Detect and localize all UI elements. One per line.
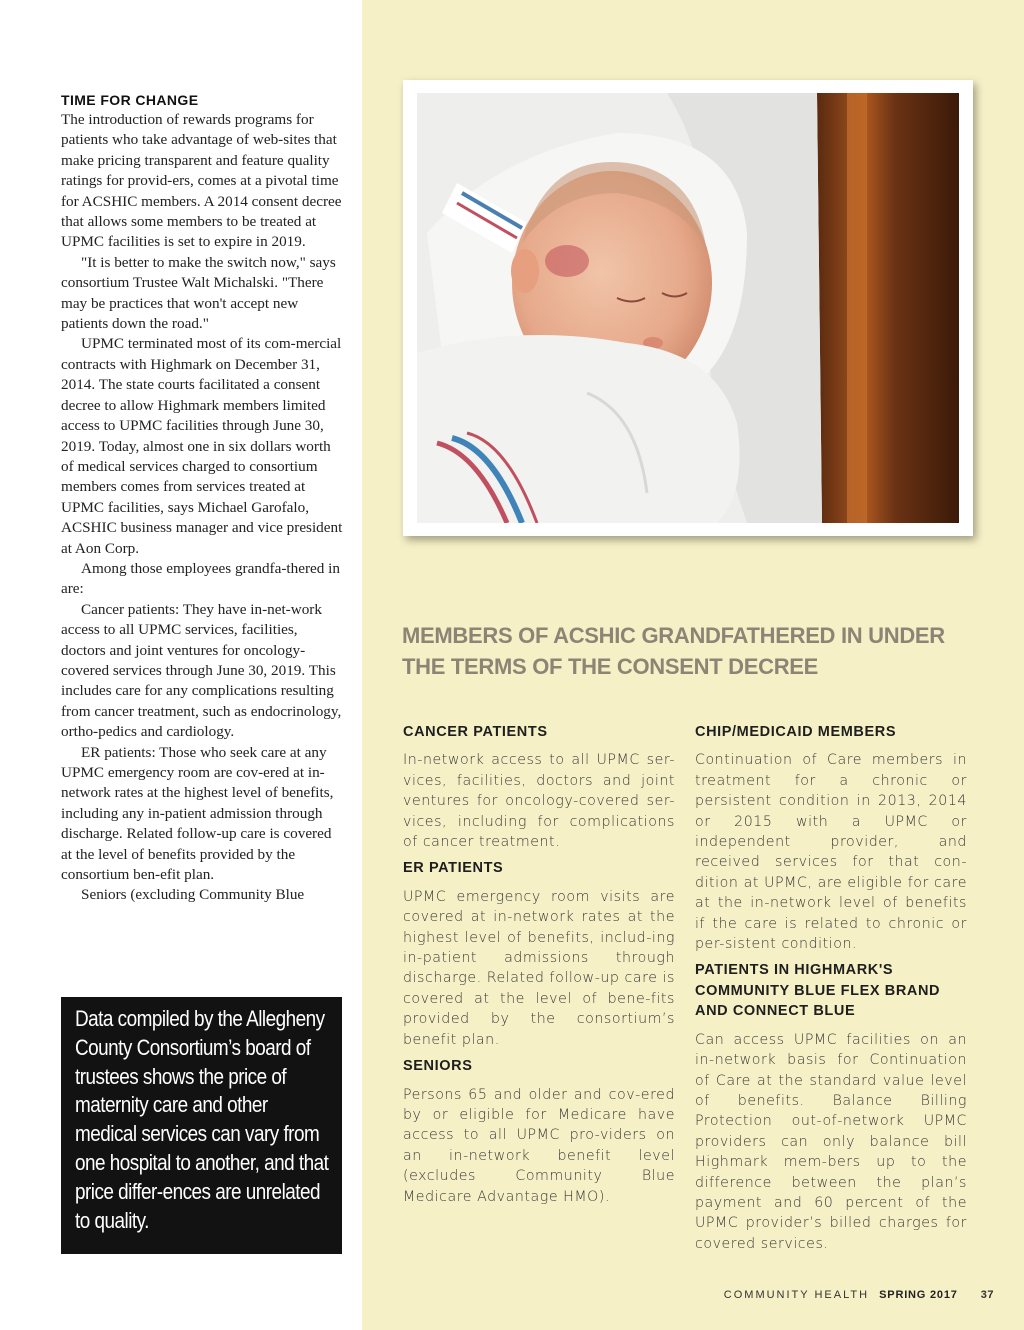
cancer-patients-title: CANCER PATIENTS <box>403 724 548 740</box>
highmark-blue-body: Can access UPMC facilities on an in-network basis for Continuation of Care at the standard value level of benefits. Balance Billing Protection out-of-network UPMC providers can only balance bill Highmark mem-bers up to the difference between the plan’s payment and 60 percent of the UPMC provider’s billed charges for covered services. <box>695 1031 967 1252</box>
photo-frame <box>403 80 973 536</box>
article-paragraph: Among those employees grandfa-thered in are: <box>61 559 340 598</box>
pull-quote <box>61 997 342 1254</box>
section-heading: TIME FOR CHANGE <box>61 92 199 108</box>
er-patients-body: UPMC emergency room visits are covered at in-network rates at the highest level of benefits, includ-ing in-patient admissions through discharge. Related follow-up care is covered at the level of bene-fits provided by the consortium’s benefit plan. <box>403 888 675 1048</box>
newborn-photo <box>417 93 959 523</box>
chip-medicaid-body: Continuation of Care members in treatment for a chronic or persistent condition in 2013, 2014 or 2015 with a UPMC or independent provider, and received services for that con-dition at UPMC, are eligible for care at the in-network level of benefits if the care is related to chronic or per-sistent condition. <box>695 752 967 953</box>
article-paragraph: UPMC terminated most of its com-mercial contracts with Highmark on December 31, 2014. The state courts facilitated a consent decree to allow Highmark members limited access to UPMC facilities through June 30, 2019. Today, almost one in six dollars worth of medical services charged to consortium members comes from services treated at UPMC facilities, says Michael Garofalo, ACSHIC business manager and vice president at Aon Corp. <box>61 335 343 557</box>
article-paragraph: Seniors (excluding Community Blue <box>81 886 305 904</box>
seniors-body: Persons 65 and older and cov-ered by or eligible for Medicare have access to all UPMC pro-viders on an in-network benefit level (excludes Community Blue Medicare Advantage HMO). <box>403 1086 675 1205</box>
publication-name: COMMUNITY HEALTH <box>723 1289 870 1301</box>
sidebar-column-left <box>403 722 675 1213</box>
sidebar-column-right <box>695 722 967 1260</box>
article-column <box>61 92 343 906</box>
article-paragraph: Cancer patients: They have in-net-work access to all UPMC services, facilities, doctors and joint ventures for oncology-covered services through June 30, 2019. This includes care for any complications resulting from cancer treatment, such as endocrinology, ortho-pedics and cardiology. <box>61 600 342 741</box>
issue-label: SPRING 2017 <box>879 1289 958 1301</box>
seniors-title: SENIORS <box>403 1058 473 1075</box>
er-patients-title: ER PATIENTS <box>403 860 504 877</box>
chip-medicaid-title: CHIP/MEDICAID MEMBERS <box>695 724 897 740</box>
highmark-blue-title: PATIENTS IN HIGHMARK'S COMMUNITY BLUE FLEX BRAND AND CONNECT BLUE <box>695 962 941 1020</box>
article-paragraph: "It is better to make the switch now," says consortium Trustee Walt Michalski. "There may be practices that won't accept new patients down the road." <box>61 253 336 333</box>
sidebar-heading: MEMBERS OF ACSHIC GRANDFATHERED IN UNDER THE TERMS OF THE CONSENT DECREE <box>402 623 945 679</box>
pull-quote-text: Data compiled by the Allegheny County Consortium’s board of trustees shows the price of maternity care and other medical services can vary from one hospital to another, and that price differ-ences are unrelated to quality. <box>75 1006 329 1233</box>
article-paragraph: ER patients: Those who seek care at any UPMC emergency room are cov-ered at in-network rates at the highest level of benefits, including any in-patient admission through discharge. Related follow-up care is covered at the level of benefits provided by the consortium ben-efit plan. <box>61 743 334 884</box>
article-paragraph: The introduction of rewards programs for patients who take advantage of web-sites that make pricing transparent and feature quality ratings for provid-ers, comes at a pivotal time for ACSHIC members. A 2014 consent decree that allows some members to be treated at UPMC facilities is set to expire in 2019. <box>61 111 342 251</box>
page-footer <box>600 1289 994 1301</box>
newborn-illustration <box>417 93 959 523</box>
cancer-patients-body: In-network access to all UPMC ser-vices, facilities, doctors and joint ventures for oncology-covered ser-vices, including for complications of cancer treatment. <box>403 752 675 851</box>
page-number: 37 <box>980 1289 994 1301</box>
